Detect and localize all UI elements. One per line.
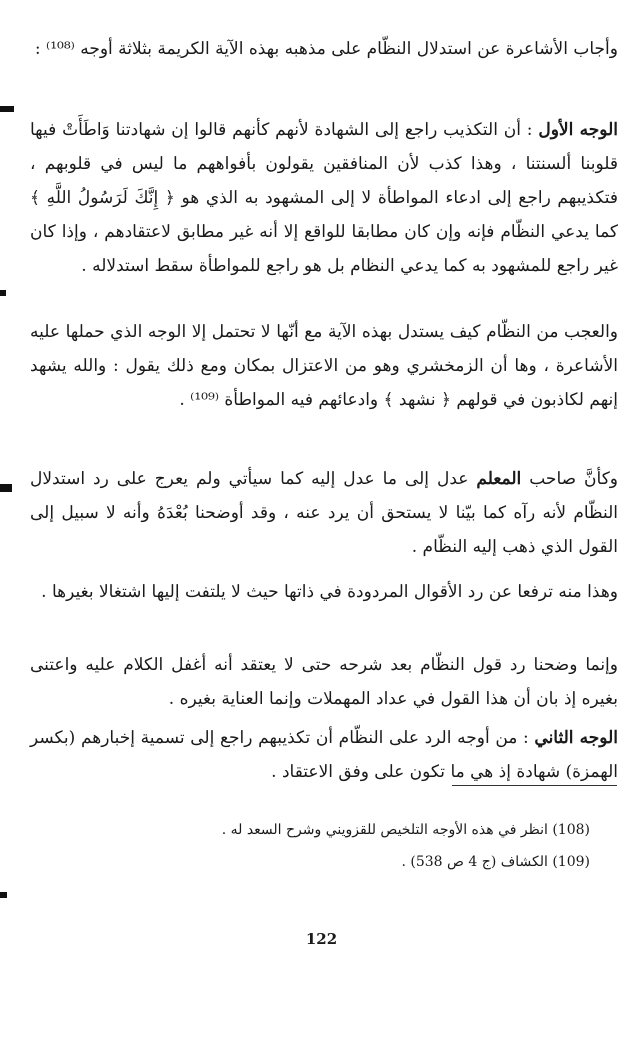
paragraph-author xyxy=(30,462,618,564)
scan-edge-mark xyxy=(0,484,12,492)
paragraph-wonder xyxy=(30,315,618,417)
paragraph-explained xyxy=(30,648,618,716)
paragraph-elevation xyxy=(30,575,618,609)
paragraph-second-aspect xyxy=(30,721,618,789)
footnote-108: (108) انظر في هذه الأوجه التلخيص للقزويني وشرح السعد له . xyxy=(221,822,590,838)
footnote-109: (109) الكشاف (ج 4 ص 538) . xyxy=(401,854,590,870)
first-aspect-heading: الوجه الأول xyxy=(538,120,618,140)
footnote-divider xyxy=(452,785,617,786)
paragraph-intro xyxy=(30,32,618,66)
first-aspect-text: : أن التكذيب راجع إلى الشهادة لأنهم كأنهم قالوا إن شهادتنا وَاطَأَتْ فيها قلوبنا ألسنتنا ، وهذا كذب لأن المنافقين يقولون بأفواههم ما ليس في قلوبهم ، فتكذيبهم راجع إلى ادعاء المواطأة لا إلى المشهود به الذي هو ﴿ إِنَّكَ لَرَسُولُ اللَّهِ ﴾ كما يدعي النظّام فإنه وإن كان مطابقا للواقع إلا أنه غير مطابق لاعتقادهم ، وإذا كان غير راجع للمشهود به كما يدعي النظام بل هو راجع للمواطأة سقط استدلاله . xyxy=(30,120,618,276)
second-aspect-heading: الوجه الثاني xyxy=(534,728,618,748)
author-book-title: المعلم xyxy=(476,469,522,489)
paragraph-wonder-text: والعجب من النظّام كيف يستدل بهذه الآية مع أنّها لا تحتمل إلا الوجه الذي حملها عليه الأشاعرة ، وها أن الزمخشري وهو من الاعتزال بمكان ومع ذلك يقول : والله يشهد إنهم لكاذبون في قولهم ﴿ نشهد ﴾ وادعائهم فيه المواطأة ⁽¹⁰⁹⁾ . xyxy=(30,322,618,410)
scan-edge-mark xyxy=(0,106,14,112)
paragraph-author-text: عدل إلى ما عدل إليه كما سيأتي ولم يعرج على رد استدلال النظّام لأنه رآه كما بيّنا لا يستحق أن يرد عنه ، وقد أوضحنا بُعْدَهُ وأنه لا سبيل إلى القول الذي ذهب إليه النظّام . xyxy=(30,469,618,557)
scan-edge-mark xyxy=(0,892,7,898)
scan-edge-mark xyxy=(0,290,6,296)
page-number: 122 xyxy=(305,930,338,948)
paragraph-intro-text: وأجاب الأشاعرة عن استدلال النظّام على مذهبه بهذه الآية الكريمة بثلاثة أوجه ⁽¹⁰⁸⁾ : xyxy=(34,39,618,59)
paragraph-elevation-text: وهذا منه ترفعا عن رد الأقوال المردودة في ذاتها حيث لا يلتفت إليها اشتغالا بغيرها . xyxy=(41,582,618,602)
paragraph-first-aspect xyxy=(30,113,618,283)
paragraph-author-pre: وكأنَّ صاحب xyxy=(521,469,618,489)
second-aspect-text: : من أوجه الرد على النظّام أن تكذيبهم راجع إلى تسمية إخبارهم (بكسر الهمزة) شهادة إذ هي ما تكون على وفق الاعتقاد . xyxy=(30,728,618,782)
paragraph-explained-text: وإنما وضحنا رد قول النظّام بعد شرحه حتى لا يعتقد أنه أغفل الكلام عليه واعتنى بغيره إذ بان أن هذا القول في عداد المهملات وإنما العناية بغيره . xyxy=(30,655,618,709)
